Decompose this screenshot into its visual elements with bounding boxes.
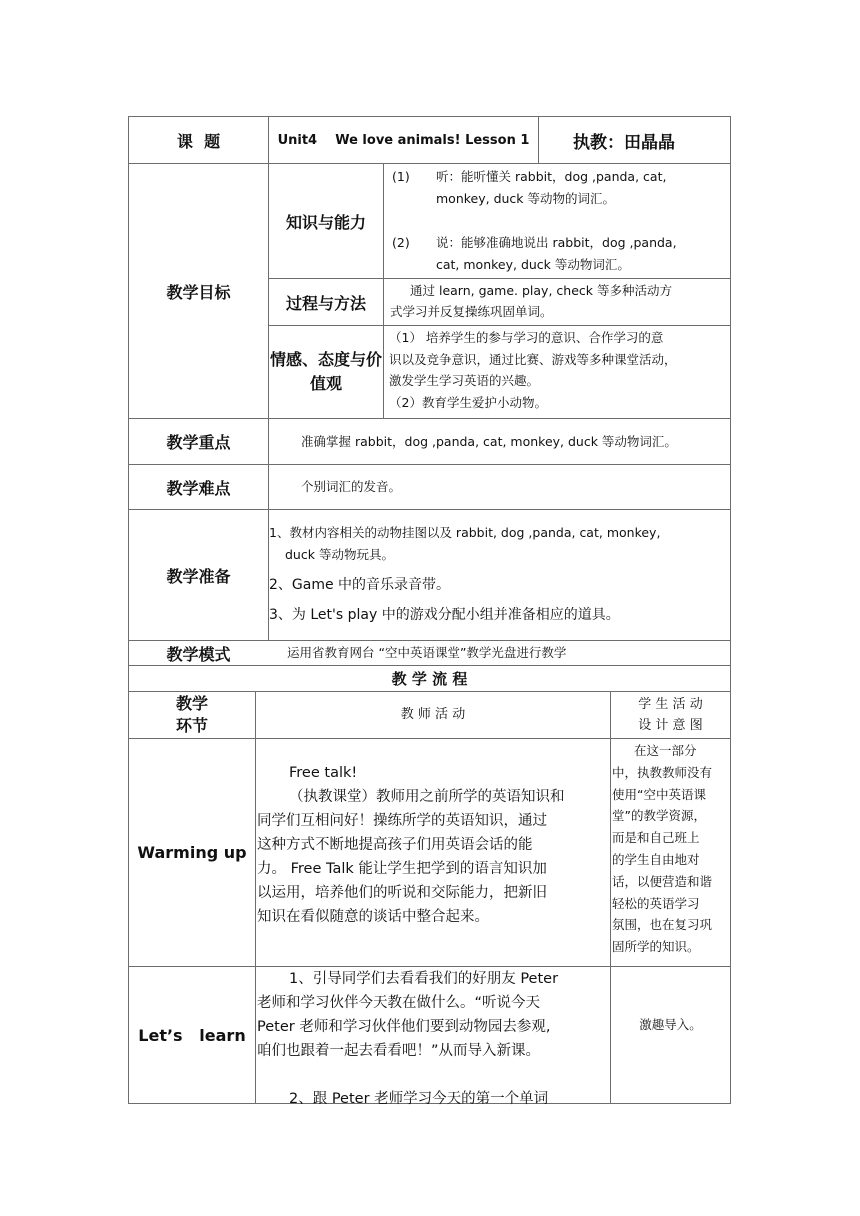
preparation-content (269, 522, 730, 640)
teacher-line: 1、引导同学们去看看我们的好朋友 Peter (289, 971, 559, 987)
intent-line: 轻松的英语学习 (612, 895, 700, 911)
intent-line: 而是和自己班上 (612, 830, 700, 846)
intent-line: 话，以便营造和谐 (612, 873, 713, 889)
intent-line: 使用“空中英语课 (612, 786, 706, 802)
emotion-line-1: （1） 培养学生的参与学习的意识、合作学习的意 (389, 330, 664, 345)
teacher-name: 执教：田晶晶 (573, 132, 675, 153)
flow-col-intent-line-2: 设 计 意 图 (638, 718, 703, 733)
item-number: (1) (392, 169, 410, 184)
teacher-line: 老师和学习伙伴今天教在做什么。“听说今天 (257, 995, 541, 1011)
key-points-value: 准确掌握 rabbit，dog ,panda, cat, monkey, duck 等动物词汇。 (301, 433, 677, 449)
teacher-line: 这种方式不断地提高孩子们用英语会话的能 (257, 837, 533, 853)
item-number: (2) (392, 235, 410, 250)
intent-line: 在这一部分 (634, 743, 697, 758)
flow-col-teacher: 教 师 活 动 (400, 707, 466, 722)
teacher-line: （执教课堂）教师用之前所学的英语知识和 (289, 789, 565, 805)
warming-up-intent (611, 740, 730, 966)
flow-col-stage-line-1: 教学 (175, 694, 208, 713)
flow-col-stage (129, 692, 255, 738)
teacher-line: 同学们互相问好！操练所学的英语知识，通过 (257, 813, 547, 829)
key-points-label: 教学重点 (166, 433, 231, 452)
knowledge-item-1: 听：能听懂关 rabbit，dog ,panda, cat, (436, 169, 667, 184)
emotion-label-line-1: 情感、态度与价 (269, 350, 382, 369)
warming-up-teacher (256, 761, 610, 966)
teacher-line (257, 1063, 610, 1087)
knowledge-label: 知识与能力 (285, 212, 366, 232)
stage-warming-up: Warming up (137, 843, 247, 862)
mode-value: 运用省教育网台 “空中英语课堂”教学光盘进行教学 (287, 645, 567, 660)
teacher-line: 咱们也跟着一起去看看吧！”从而导入新课。 (257, 1043, 541, 1059)
knowledge-item-2: 说：能够准确地说出 rabbit，dog ,panda, (436, 235, 677, 250)
objectives-label: 教学目标 (166, 282, 231, 302)
topic-value: Unit4 We love animals! Lesson 1 (277, 132, 530, 148)
teacher-line: Free talk! (289, 765, 358, 781)
intent-line: 中，执教教师没有 (612, 764, 713, 780)
process-line-2: 式学习并反复操练巩固单词。 (390, 304, 553, 319)
emotion-line-2: 识以及竞争意识，通过比赛、游戏等多种课堂活动， (389, 351, 677, 367)
prep-item-1-cont: duck 等动物玩具。 (285, 547, 394, 562)
preparation-label: 教学准备 (166, 566, 231, 586)
topic-label: 课 题 (176, 131, 221, 151)
table-border (730, 116, 731, 1104)
intent-line: 的学生自由地对 (612, 851, 700, 867)
teacher-line: 2、跟 Peter 老师学习今天的第一个单词 (289, 1091, 549, 1107)
teacher-line: Peter 老师和学习伙伴他们要到动物园去参观, (257, 1019, 551, 1035)
flow-col-stage-line-2: 环节 (175, 716, 208, 735)
intent-line: 氛围，也在复习巩 (612, 917, 713, 933)
mode-label: 教学模式 (166, 644, 231, 664)
knowledge-content (384, 166, 730, 278)
teacher-line: 知识在看似随意的谈话中整合起来。 (257, 909, 489, 925)
process-label: 过程与方法 (285, 293, 366, 313)
difficulties-label: 教学难点 (166, 478, 231, 498)
flow-col-intent-line-1: 学 生 活 动 (638, 697, 703, 712)
flow-title: 教 学 流 程 (391, 670, 468, 688)
lets-learn-intent: 激趣导入。 (639, 1017, 702, 1032)
intent-line: 堂”的教学资源， (612, 808, 706, 824)
difficulties-value: 个别词汇的发音。 (301, 479, 402, 494)
teacher-line: 力。 Free Talk 能让学生把学到的语言知识加 (257, 861, 547, 877)
teacher-line: 以运用，培养他们的听说和交际能力，把新旧 (257, 885, 547, 901)
prep-item-2: 2、Game 中的音乐录音带。 (269, 577, 451, 593)
flow-col-intent (611, 692, 730, 738)
knowledge-item-2-cont: cat, monkey, duck 等动物词汇。 (436, 257, 630, 272)
process-line-1: 通过 learn, game. play, check 等多种活动方 (410, 283, 672, 298)
emotion-label-line-2: 值观 (309, 374, 342, 393)
stage-lets-learn: Let’s learn (138, 1025, 246, 1045)
lets-learn-teacher (256, 967, 610, 1107)
emotion-line-3: 激发学生学习英语的兴趣。 (389, 373, 540, 388)
prep-item-1: 1、教材内容相关的动物挂图以及 rabbit, dog ,panda, cat, monkey, (269, 525, 661, 540)
process-content (384, 280, 730, 325)
intent-line: 固所学的知识。 (612, 939, 700, 955)
prep-item-3: 3、为 Let's play 中的游戏分配小组并准备相应的道具。 (269, 607, 620, 623)
emotion-content (384, 327, 730, 418)
emotion-label (269, 326, 383, 418)
knowledge-item-1-cont: monkey, duck 等动物的词汇。 (436, 191, 616, 206)
emotion-line-4: （2）教育学生爱护小动物。 (389, 394, 547, 410)
